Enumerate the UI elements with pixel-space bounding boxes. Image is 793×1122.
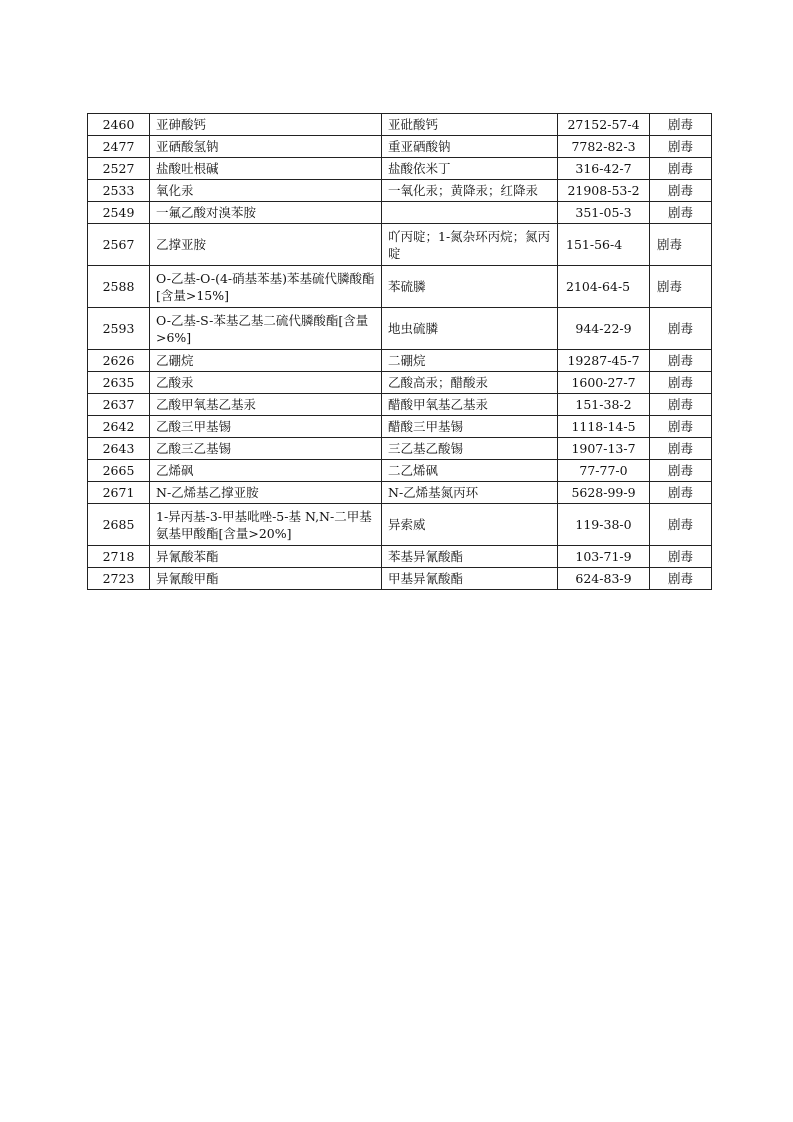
cell-remark: 剧毒 [650,372,712,394]
cell-cas-number: 21908-53-2 [558,180,650,202]
cell-chemical-name: 乙酸三乙基锡 [150,438,382,460]
cell-number: 2637 [88,394,150,416]
cell-cas-number: 103-71-9 [558,546,650,568]
cell-remark: 剧毒 [650,482,712,504]
cell-number: 2593 [88,308,150,350]
cell-alias: 亚砒酸钙 [382,114,558,136]
cell-remark: 剧毒 [650,308,712,350]
cell-cas-number: 1118-14-5 [558,416,650,438]
cell-cas-number: 944-22-9 [558,308,650,350]
table-row [88,136,712,158]
cell-remark: 剧毒 [650,202,712,224]
cell-alias: 一氧化汞；黄降汞；红降汞 [382,180,558,202]
cell-number: 2477 [88,136,150,158]
cell-number: 2718 [88,546,150,568]
cell-number: 2642 [88,416,150,438]
cell-number: 2533 [88,180,150,202]
cell-alias: 盐酸依米丁 [382,158,558,180]
cell-remark: 剧毒 [650,136,712,158]
table-row [88,114,712,136]
cell-remark: 剧毒 [650,416,712,438]
cell-chemical-name: 乙撑亚胺 [150,224,382,266]
cell-number: 2588 [88,266,150,308]
cell-remark: 剧毒 [650,114,712,136]
table-row [88,416,712,438]
cell-number: 2549 [88,202,150,224]
cell-remark: 剧毒 [650,460,712,482]
hazardous-chemicals-table [87,113,712,590]
cell-chemical-name: 亚砷酸钙 [150,114,382,136]
cell-remark: 剧毒 [650,438,712,460]
cell-number: 2723 [88,568,150,590]
cell-alias: 异索威 [382,504,558,546]
cell-cas-number: 316-42-7 [558,158,650,180]
cell-number: 2460 [88,114,150,136]
cell-alias: 醋酸甲氧基乙基汞 [382,394,558,416]
cell-chemical-name: 乙酸甲氧基乙基汞 [150,394,382,416]
table-row [88,438,712,460]
cell-cas-number: 1600-27-7 [558,372,650,394]
table-body [88,114,712,590]
table-row [88,158,712,180]
cell-alias: 三乙基乙酸锡 [382,438,558,460]
cell-remark: 剧毒 [650,504,712,546]
cell-alias: 二硼烷 [382,350,558,372]
cell-alias: N-乙烯基氮丙环 [382,482,558,504]
table-row [88,504,712,546]
cell-cas-number: 7782-82-3 [558,136,650,158]
cell-number: 2626 [88,350,150,372]
table-row [88,460,712,482]
cell-alias: 吖丙啶；1-氮杂环丙烷；氮丙啶 [382,224,558,266]
cell-alias: 苯硫膦 [382,266,558,308]
cell-remark: 剧毒 [650,546,712,568]
cell-remark: 剧毒 [650,180,712,202]
cell-alias: 地虫硫膦 [382,308,558,350]
table-row [88,546,712,568]
cell-remark: 剧毒 [650,158,712,180]
cell-chemical-name: 亚硒酸氢钠 [150,136,382,158]
cell-chemical-name: 乙酸汞 [150,372,382,394]
cell-number: 2671 [88,482,150,504]
cell-remark: 剧毒 [650,394,712,416]
table-row [88,372,712,394]
cell-remark: 剧毒 [650,568,712,590]
cell-number: 2635 [88,372,150,394]
table-row [88,568,712,590]
cell-alias: 乙酸高汞；醋酸汞 [382,372,558,394]
cell-chemical-name: 盐酸吐根碱 [150,158,382,180]
cell-cas-number: 1907-13-7 [558,438,650,460]
cell-number: 2643 [88,438,150,460]
table-row [88,224,712,266]
cell-alias: 重亚硒酸钠 [382,136,558,158]
cell-cas-number: 119-38-0 [558,504,650,546]
table-row [88,308,712,350]
cell-chemical-name: 乙烯砜 [150,460,382,482]
cell-cas-number: 19287-45-7 [558,350,650,372]
cell-number: 2567 [88,224,150,266]
cell-alias [382,202,558,224]
cell-alias: 二乙烯砜 [382,460,558,482]
cell-chemical-name: O-乙基-S-苯基乙基二硫代膦酸酯[含量>6%] [150,308,382,350]
table-row [88,350,712,372]
cell-alias: 甲基异氰酸酯 [382,568,558,590]
cell-cas-number: 2104-64-5 [558,266,650,308]
cell-remark: 剧毒 [650,350,712,372]
table-row [88,202,712,224]
cell-chemical-name: 异氰酸苯酯 [150,546,382,568]
cell-alias: 苯基异氰酸酯 [382,546,558,568]
cell-number: 2665 [88,460,150,482]
cell-cas-number: 351-05-3 [558,202,650,224]
cell-cas-number: 5628-99-9 [558,482,650,504]
cell-chemical-name: 一氟乙酸对溴苯胺 [150,202,382,224]
cell-remark: 剧毒 [650,266,712,308]
table-row [88,180,712,202]
cell-chemical-name: N-乙烯基乙撑亚胺 [150,482,382,504]
cell-chemical-name: O-乙基-O-(4-硝基苯基)苯基硫代膦酸酯[含量>15%] [150,266,382,308]
cell-number: 2685 [88,504,150,546]
cell-cas-number: 77-77-0 [558,460,650,482]
table-row [88,394,712,416]
cell-chemical-name: 异氰酸甲酯 [150,568,382,590]
cell-chemical-name: 1-异丙基-3-甲基吡唑-5-基 N,N-二甲基氨基甲酸酯[含量>20%] [150,504,382,546]
cell-cas-number: 151-56-4 [558,224,650,266]
table-row [88,266,712,308]
cell-cas-number: 27152-57-4 [558,114,650,136]
cell-cas-number: 151-38-2 [558,394,650,416]
cell-chemical-name: 氧化汞 [150,180,382,202]
cell-cas-number: 624-83-9 [558,568,650,590]
cell-number: 2527 [88,158,150,180]
cell-remark: 剧毒 [650,224,712,266]
cell-chemical-name: 乙酸三甲基锡 [150,416,382,438]
table-row [88,482,712,504]
cell-alias: 醋酸三甲基锡 [382,416,558,438]
cell-chemical-name: 乙硼烷 [150,350,382,372]
